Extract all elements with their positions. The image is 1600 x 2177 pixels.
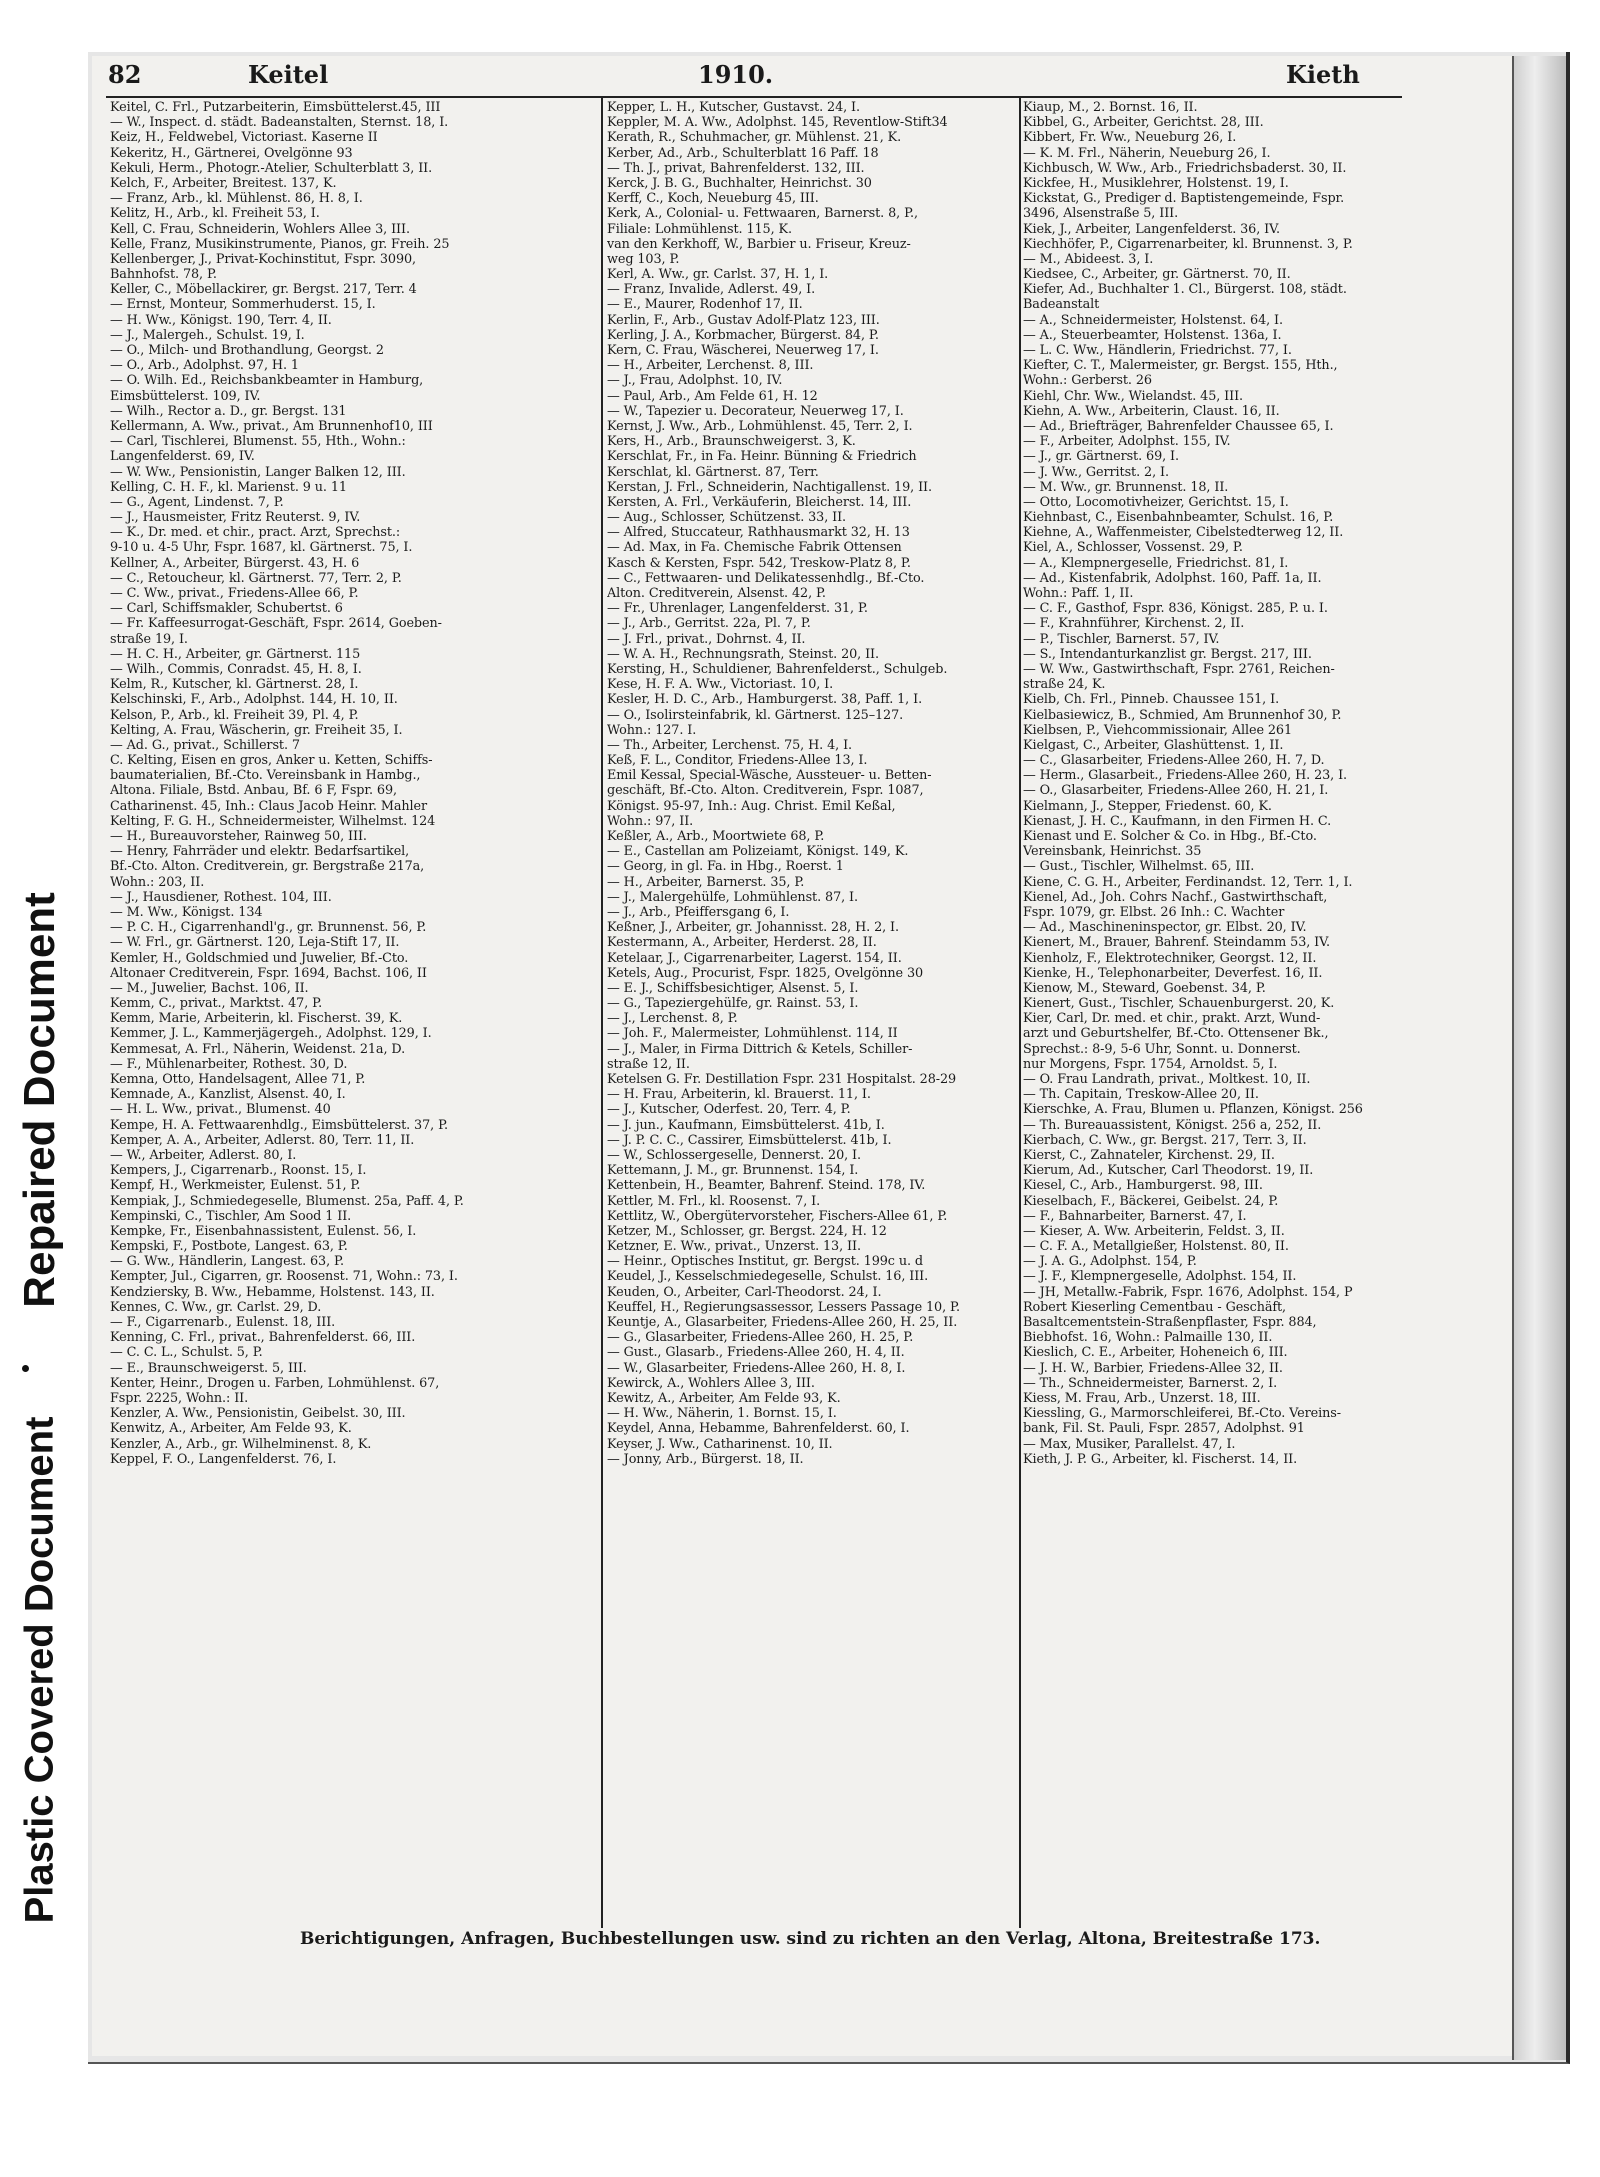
directory-entry: — S., Intendanturkanzlist gr. Bergst. 217, III. xyxy=(1023,646,1312,662)
directory-entry: — Fr., Uhrenlager, Langenfelderst. 31, P. xyxy=(607,601,868,617)
directory-entry: Kienert, M., Brauer, Bahrenf. Steindamm 53, IV. xyxy=(1023,935,1330,951)
directory-entry: Kelting, A. Frau, Wäscherin, gr. Freiheit 35, I. xyxy=(110,722,403,738)
directory-entry: — Heinr., Optisches Institut, gr. Bergst. 199c u. d xyxy=(607,1254,924,1270)
directory-entry: Kempers, J., Cigarrenarb., Roonst. 15, I. xyxy=(110,1163,367,1179)
directory-entry: weg 103, P. xyxy=(607,251,680,267)
directory-entry: — Henry, Fahrräder und elektr. Bedarfsartikel, xyxy=(110,844,410,860)
directory-entry: Kempiak, J., Schmiedegeselle, Blumenst. 25a, Paff. 4, P. xyxy=(110,1193,464,1209)
directory-entry: — Joh. F., Malermeister, Lohmühlenst. 114, II xyxy=(607,1026,898,1042)
directory-entry: — A., Klempnergeselle, Friedrichst. 81, I. xyxy=(1023,555,1289,571)
directory-entry: — F., Krahnführer, Kirchenst. 2, II. xyxy=(1023,616,1245,632)
directory-column-2 xyxy=(607,100,1015,1920)
directory-entry: — J. H. W., Barbier, Friedens-Allee 32, II. xyxy=(1023,1360,1283,1376)
directory-entry: Kerff, C., Koch, Neueburg 45, III. xyxy=(607,191,819,207)
directory-entry: Wohn.: Paff. 1, II. xyxy=(1023,586,1134,601)
directory-entry: Kesler, H. D. C., Arb., Hamburgerst. 38, Paff. 1, I. xyxy=(607,692,923,708)
directory-entry: Kewirck, A., Wohlers Allee 3, III. xyxy=(607,1375,815,1391)
directory-entry: — J., Arb., Pfeiffersgang 6, I. xyxy=(607,904,790,920)
directory-entry: — Alfred, Stuccateur, Rathhausmarkt 32, H. 13 xyxy=(607,525,910,541)
directory-entry: Catharinenst. 45, Inh.: Claus Jacob Heinr. Mahler xyxy=(110,798,428,814)
directory-entry: Ketzner, E. Ww., privat., Unzerst. 13, II. xyxy=(607,1239,861,1255)
directory-entry: arzt und Geburtshelfer, Bf.-Cto. Ottensener Bk., xyxy=(1023,1026,1329,1042)
directory-entry: — F., Arbeiter, Adolphst. 155, IV. xyxy=(1023,434,1231,450)
directory-entry: — Carl, Tischlerei, Blumenst. 55, Hth., Wohn.: xyxy=(110,434,406,450)
directory-entry: Kerl, A. Ww., gr. Carlst. 37, H. 1, I. xyxy=(607,267,829,283)
directory-entry: — M., Juwelier, Bachst. 106, II. xyxy=(110,980,309,996)
directory-entry: — F., Cigarrenarb., Eulenst. 18, III. xyxy=(110,1315,336,1330)
directory-entry: Kielbsen, P., Viehcommissionair, Allee 261 xyxy=(1023,722,1293,738)
directory-entry: Ketzer, M., Schlosser, gr. Bergst. 224, H. 12 xyxy=(607,1223,887,1239)
directory-entry: — JH, Metallw.-Fabrik, Fspr. 1676, Adolphst. 154, P xyxy=(1023,1284,1353,1300)
directory-entry: Kepper, L. H., Kutscher, Gustavst. 24, I. xyxy=(607,100,860,115)
directory-entry: — C. Ww., privat., Friedens-Allee 66, P. xyxy=(110,586,359,601)
directory-entry: — H. C. H., Arbeiter, gr. Gärtnerst. 115 xyxy=(110,646,361,662)
directory-entry: Keppler, M. A. Ww., Adolphst. 145, Reventlow-Stift34 xyxy=(607,115,948,131)
directory-entry: — H., Bureauvorsteher, Rainweg 50, III. xyxy=(110,829,367,844)
directory-entry: Kennes, C. Ww., gr. Carlst. 29, D. xyxy=(110,1299,322,1315)
label-separator-dot xyxy=(22,1365,29,1372)
directory-entry: — Kieser, A. Ww. Arbeiterin, Feldst. 3, II. xyxy=(1023,1223,1285,1239)
directory-entry: — Ad. G., privat., Schillerst. 7 xyxy=(110,737,300,753)
directory-entry: — Max, Musiker, Parallelst. 47, I. xyxy=(1023,1436,1236,1452)
directory-entry: Kettemann, J. M., gr. Brunnenst. 154, I. xyxy=(607,1163,859,1179)
directory-entry: — O. Frau Landrath, privat., Moltkest. 10, II. xyxy=(1023,1072,1311,1087)
directory-entry: Kielb, Ch. Frl., Pinneb. Chaussee 151, I. xyxy=(1023,692,1280,708)
directory-column-3 xyxy=(1023,100,1405,1920)
directory-entry: Kienast, J. H. C., Kaufmann, in den Firmen H. C. xyxy=(1023,813,1332,829)
directory-entry: Kekeritz, H., Gärtnerei, Ovelgönne 93 xyxy=(110,145,353,161)
directory-entry: Kemm, Marie, Arbeiterin, kl. Fischerst. 39, K. xyxy=(110,1011,403,1027)
directory-entry: Kienast und E. Solcher & Co. in Hbg., Bf.-Cto. xyxy=(1023,829,1317,844)
directory-entry: — J., Maler, in Firma Dittrich & Ketels, Schiller- xyxy=(607,1041,913,1057)
directory-entry: — J., Hausmeister, Fritz Reuterst. 9, IV. xyxy=(110,510,361,526)
directory-entry: — J. F., Klempnergeselle, Adolphst. 154, II. xyxy=(1023,1269,1297,1285)
directory-entry: — J. jun., Kaufmann, Eimsbüttelerst. 41b, I. xyxy=(607,1117,885,1133)
directory-entry: — J., Frau, Adolphst. 10, IV. xyxy=(607,373,783,389)
directory-entry: Keydel, Anna, Hebamme, Bahrenfelderst. 60, I. xyxy=(607,1421,910,1437)
directory-entry: — W. Ww., Pensionistin, Langer Balken 12, III. xyxy=(110,464,406,480)
directory-entry: — C. C. L., Schulst. 5, P. xyxy=(110,1345,263,1361)
directory-entry: — H. L. Ww., privat., Blumenst. 40 xyxy=(110,1102,331,1118)
directory-entry: straße 12, II. xyxy=(607,1056,690,1072)
directory-entry: — Aug., Schlosser, Schützenst. 33, II. xyxy=(607,510,847,526)
directory-entry: Kierschke, A. Frau, Blumen u. Pflanzen, Königst. 256 xyxy=(1023,1102,1363,1118)
directory-entry: Kienke, H., Telephonarbeiter, Deverfest. 16, II. xyxy=(1023,965,1323,981)
directory-entry: Kiek, J., Arbeiter, Langenfelderst. 36, IV. xyxy=(1023,221,1280,237)
directory-entry: C. Kelting, Eisen en gros, Anker u. Ketten, Schiffs- xyxy=(110,753,433,769)
directory-entry: — C., Fettwaaren- und Delikatessenhdlg., Bf.-Cto. xyxy=(607,570,925,586)
directory-entry: — E. J., Schiffsbesichtiger, Alsenst. 5, I. xyxy=(607,980,859,996)
column-divider xyxy=(1019,98,1021,1928)
directory-entry: Kelitz, H., Arb., kl. Freiheit 53, I. xyxy=(110,206,320,222)
directory-entry: Kerschlat, kl. Gärtnerst. 87, Terr. xyxy=(607,464,819,480)
directory-entry: — Fr. Kaffeesurrogat-Geschäft, Fspr. 2614, Goeben- xyxy=(110,616,442,632)
directory-entry: Robert Kieserling Cementbau - Geschäft, xyxy=(1023,1299,1287,1315)
directory-entry: van den Kerkhoff, W., Barbier u. Friseur, Kreuz- xyxy=(607,236,911,252)
directory-entry: Kielmann, J., Stepper, Friedenst. 60, K. xyxy=(1023,798,1272,814)
directory-entry: — F., Mühlenarbeiter, Rothest. 30, D. xyxy=(110,1056,348,1072)
directory-entry: Vereinsbank, Heinrichst. 35 xyxy=(1023,844,1202,860)
directory-entry: Keuntje, A., Glasarbeiter, Friedens-Allee 260, H. 25, II. xyxy=(607,1315,958,1330)
directory-entry: Ketelaar, J., Cigarrenarbeiter, Lagerst. 154, II. xyxy=(607,950,902,966)
directory-entry: Kelschinski, F., Arb., Adolphst. 144, H. 10, II. xyxy=(110,692,398,708)
directory-entry: — Jonny, Arb., Bürgerst. 18, II. xyxy=(607,1451,804,1467)
directory-entry: — J. Ww., Gerritst. 2, I. xyxy=(1023,464,1169,480)
directory-entry: Wohn.: Gerberst. 26 xyxy=(1023,373,1152,389)
directory-entry: — Otto, Locomotivheizer, Gerichtst. 15, I. xyxy=(1023,494,1289,510)
header-rule xyxy=(106,96,1402,98)
side-label-strip xyxy=(0,0,80,2177)
directory-entry: Kettler, M. Frl., kl. Roosenst. 7, I. xyxy=(607,1193,821,1209)
directory-entry: — W., Tapezier u. Decorateur, Neuerweg 17, I. xyxy=(607,403,904,419)
directory-entry: Keßler, A., Arb., Moortwiete 68, P. xyxy=(607,829,825,844)
directory-entry: Kiesel, C., Arb., Hamburgerst. 98, III. xyxy=(1023,1178,1263,1194)
directory-entry: — Paul, Arb., Am Felde 61, H. 12 xyxy=(607,388,818,404)
directory-entry: — Ad. Max, in Fa. Chemische Fabrik Ottensen xyxy=(607,540,902,556)
directory-entry: Ketels, Aug., Procurist, Fspr. 1825, Ovelgönne 30 xyxy=(607,965,924,981)
directory-entry: — W., Inspect. d. städt. Badeanstalten, Sternst. 18, I. xyxy=(110,115,449,131)
directory-entry: Kierbach, C. Ww., gr. Bergst. 217, Terr. 3, II. xyxy=(1023,1132,1307,1148)
directory-entry: Kiene, C. G. H., Arbeiter, Ferdinandst. 12, Terr. 1, I. xyxy=(1023,874,1353,890)
directory-entry: — W. Ww., Gastwirthschaft, Fspr. 2761, Reichen- xyxy=(1023,661,1335,677)
directory-entry: Alton. Creditverein, Alsenst. 42, P. xyxy=(607,586,826,601)
directory-entry: Kelling, C. H. F., kl. Marienst. 9 u. 11 xyxy=(110,479,347,495)
directory-entry: Kemna, Otto, Handelsagent, Allee 71, P. xyxy=(110,1072,366,1087)
directory-entry: — Th. J., privat, Bahrenfelderst. 132, III. xyxy=(607,160,865,176)
directory-entry: — Gust., Tischler, Wilhelmst. 65, III. xyxy=(1023,859,1255,875)
directory-entry: Kiehne, A., Waffenmeister, Cibelstedterweg 12, II. xyxy=(1023,525,1344,541)
publisher-footer-note: Berichtigungen, Anfragen, Buchbestellungen usw. sind zu richten an den Verlag, Altona, Breitestraße 173. xyxy=(300,1929,1321,1949)
directory-entry: — Ad., Kistenfabrik, Adolphst. 160, Paff. 1a, II. xyxy=(1023,570,1322,586)
directory-entry: Kelm, R., Kutscher, kl. Gärtnerst. 28, I. xyxy=(110,677,359,693)
directory-entry: Kenzler, A. Ww., Pensionistin, Geibelst. 30, III. xyxy=(110,1406,406,1422)
directory-entry: — M., Abideest. 3, I. xyxy=(1023,251,1154,267)
directory-entry: Eimsbüttelerst. 109, IV. xyxy=(110,388,261,404)
directory-entry: Keßner, J., Arbeiter, gr. Johannisst. 28, H. 2, I. xyxy=(607,920,899,936)
directory-entry: Kiehn, A. Ww., Arbeiterin, Claust. 16, II. xyxy=(1023,403,1280,419)
directory-entry: — Th., Schneidermeister, Barnerst. 2, I. xyxy=(1023,1375,1278,1391)
directory-entry: Fspr. 1079, gr. Elbst. 26 Inh.: C. Wachter xyxy=(1023,904,1285,920)
directory-entry: Basaltcementstein-Straßenpflaster, Fspr. 884, xyxy=(1023,1315,1317,1330)
directory-entry: — J., Malergeh., Schulst. 19, I. xyxy=(110,327,305,343)
directory-entry: Kell, C. Frau, Schneiderin, Wohlers Allee 3, III. xyxy=(110,221,410,237)
directory-entry: nur Morgens, Fspr. 1754, Arnoldst. 5, I. xyxy=(1023,1056,1278,1072)
directory-entry: Kerck, J. B. G., Buchhalter, Heinrichst. 30 xyxy=(607,175,872,191)
directory-entry: straße 19, I. xyxy=(110,631,188,647)
directory-entry: Kiess, M. Frau, Arb., Unzerst. 18, III. xyxy=(1023,1390,1261,1406)
directory-entry: — W., Schlossergeselle, Dennerst. 20, I. xyxy=(607,1147,861,1163)
directory-entry: Filiale: Lohmühlenst. 115, K. xyxy=(607,221,792,237)
directory-entry: — C., Retoucheur, kl. Gärtnerst. 77, Terr. 2, P. xyxy=(110,570,402,586)
directory-entry: Kelle, Franz, Musikinstrumente, Pianos, gr. Freih. 25 xyxy=(110,236,450,252)
directory-entry: — J., Kutscher, Oderfest. 20, Terr. 4, P. xyxy=(607,1102,851,1118)
directory-entry: Badeanstalt xyxy=(1023,297,1100,313)
directory-entry: Kiaup, M., 2. Bornst. 16, II. xyxy=(1023,100,1198,115)
directory-entry: Kichbusch, W. Ww., Arb., Friedrichsbaderst. 30, II. xyxy=(1023,160,1347,176)
directory-entry: Kenzler, A., Arb., gr. Wilhelminenst. 8, K. xyxy=(110,1436,372,1452)
directory-entry: Kemm, C., privat., Marktst. 47, P. xyxy=(110,996,323,1012)
directory-entry: — E., Castellan am Polizeiamt, Königst. 149, K. xyxy=(607,844,909,860)
directory-entry: Kiehl, Chr. Ww., Wielandst. 45, III. xyxy=(1023,388,1244,404)
directory-entry: Kerstan, J. Frl., Schneiderin, Nachtigallenst. 19, II. xyxy=(607,479,932,495)
directory-entry: — Th., Arbeiter, Lerchenst. 75, H. 4, I. xyxy=(607,737,852,753)
directory-entry: Sprechst.: 8-9, 5-6 Uhr, Sonnt. u. Donnerst. xyxy=(1023,1041,1301,1057)
directory-entry: Kieslich, C. E., Arbeiter, Hoheneich 6, III. xyxy=(1023,1345,1288,1361)
directory-entry: 9-10 u. 4-5 Uhr, Fspr. 1687, kl. Gärtnerst. 75, I. xyxy=(110,540,413,556)
plastic-covered-document-label: Plastic Covered Document xyxy=(17,1416,62,1924)
directory-entry: — W., Arbeiter, Adlerst. 80, I. xyxy=(110,1147,297,1163)
directory-entry: Kienert, Gust., Tischler, Schauenburgerst. 20, K. xyxy=(1023,996,1335,1012)
directory-entry: geschäft, Bf.-Cto. Alton. Creditverein, Fspr. 1087, xyxy=(607,783,924,799)
directory-entry: Altona. Filiale, Bstd. Anbau, Bf. 6 F, Fspr. 69, xyxy=(110,783,397,799)
directory-entry: — H. Ww., Königst. 190, Terr. 4, II. xyxy=(110,312,332,328)
directory-entry: Kibbel, G., Arbeiter, Gerichtst. 28, III. xyxy=(1023,115,1264,131)
directory-entry: Emil Kessal, Special-Wäsche, Aussteuer- u. Betten- xyxy=(607,768,932,784)
directory-entry: Kempke, Fr., Eisenbahnassistent, Eulenst. 56, I. xyxy=(110,1223,417,1239)
directory-entry: Kersting, H., Schuldiener, Bahrenfelderst., Schulgeb. xyxy=(607,661,948,677)
directory-entry: — C. F. A., Metallgießer, Holstenst. 80, II. xyxy=(1023,1239,1289,1255)
page-edge-shadow xyxy=(1512,56,1566,2060)
directory-entry: Keller, C., Möbellackirer, gr. Bergst. 217, Terr. 4 xyxy=(110,282,417,298)
directory-entry: — Georg, in gl. Fa. in Hbg., Roerst. 1 xyxy=(607,859,844,875)
directory-entry: Kempski, F., Postbote, Langest. 63, P. xyxy=(110,1239,348,1255)
directory-entry: — P., Tischler, Barnerst. 57, IV. xyxy=(1023,631,1220,647)
directory-entry: — M. Ww., gr. Brunnenst. 18, II. xyxy=(1023,479,1229,495)
directory-entry: Kenwitz, A., Arbeiter, Am Felde 93, K. xyxy=(110,1421,352,1437)
header-year: 1910. xyxy=(698,60,774,89)
directory-entry: Kieselbach, F., Bäckerei, Geibelst. 24, P. xyxy=(1023,1193,1279,1209)
directory-entry: Wohn.: 203, II. xyxy=(110,874,205,890)
directory-entry: Kekuli, Herm., Photogr.-Atelier, Schulterblatt 3, II. xyxy=(110,160,433,176)
directory-entry: — C., Glasarbeiter, Friedens-Allee 260, H. 7, D. xyxy=(1023,753,1325,769)
directory-entry: Bahnhofst. 78, P. xyxy=(110,267,217,283)
directory-entry: — O., Milch- und Brothandlung, Georgst. 2 xyxy=(110,343,384,358)
directory-entry: — E., Maurer, Rodenhof 17, II. xyxy=(607,297,803,313)
directory-entry: Kern, C. Frau, Wäscherei, Neuerweg 17, I. xyxy=(607,343,879,358)
directory-entry: Kettenbein, H., Beamter, Bahrenf. Steind. 178, IV. xyxy=(607,1178,926,1194)
directory-entry: Keitel, C. Frl., Putzarbeiterin, Eimsbüttelerst.45, III xyxy=(110,100,441,115)
directory-entry: 3496, Alsenstraße 5, III. xyxy=(1023,206,1179,222)
directory-entry: Kerlin, F., Arb., Gustav Adolf-Platz 123, III. xyxy=(607,312,880,328)
directory-entry: Kellermann, A. Ww., privat., Am Brunnenhof10, III xyxy=(110,418,433,434)
directory-entry: Kelting, F. G. H., Schneidermeister, Wilhelmst. 124 xyxy=(110,813,436,829)
directory-entry: Kempinski, C., Tischler, Am Sood 1 II. xyxy=(110,1208,352,1224)
directory-entry: — Carl, Schiffsmakler, Schubertst. 6 xyxy=(110,601,343,617)
directory-entry: Kelson, P., Arb., kl. Freiheit 39, Pl. 4, P. xyxy=(110,707,359,723)
directory-entry: Kewitz, A., Arbeiter, Am Felde 93, K. xyxy=(607,1390,841,1406)
directory-entry: Langenfelderst. 69, IV. xyxy=(110,449,255,465)
directory-entry: Kielgast, C., Arbeiter, Glashüttenst. 1, II. xyxy=(1023,737,1284,753)
directory-entry: Keyser, J. Ww., Catharinenst. 10, II. xyxy=(607,1436,833,1452)
directory-entry: Kese, H. F. A. Ww., Victoriast. 10, I. xyxy=(607,677,834,693)
directory-entry: — Franz, Invalide, Adlerst. 49, I. xyxy=(607,282,816,298)
directory-entry: Kiessling, G., Marmorschleiferei, Bf.-Cto. Vereins- xyxy=(1023,1406,1341,1422)
directory-entry: Ketelsen G. Fr. Destillation Fspr. 231 Hospitalst. 28-29 xyxy=(607,1072,957,1087)
directory-entry: Kienholz, F., Elektrotechniker, Georgst. 12, II. xyxy=(1023,950,1317,966)
header-first-entry: Keitel xyxy=(248,60,329,89)
directory-entry: — J., Hausdiener, Rothest. 104, III. xyxy=(110,889,332,905)
directory-entry: Kellenberger, J., Privat-Kochinstitut, Fspr. 3090, xyxy=(110,251,417,267)
directory-entry: Altonaer Creditverein, Fspr. 1694, Bachst. 106, II xyxy=(110,965,427,981)
directory-entry: Keuffel, H., Regierungsassessor, Lessers Passage 10, P. xyxy=(607,1299,960,1315)
directory-entry: — Wilh., Commis, Conradst. 45, H. 8, I. xyxy=(110,661,362,677)
directory-entry: Kiel, A., Schlosser, Vossenst. 29, P. xyxy=(1023,540,1243,556)
directory-entry: — J. A. G., Adolphst. 154, P. xyxy=(1023,1254,1197,1270)
running-header xyxy=(108,60,1398,96)
directory-entry: Kiehnbast, C., Eisenbahnbeamter, Schulst. 16, P. xyxy=(1023,510,1334,526)
directory-entry: Kestermann, A., Arbeiter, Herderst. 28, II. xyxy=(607,935,877,951)
directory-entry: Kibbert, Fr. Ww., Neueburg 26, I. xyxy=(1023,130,1237,146)
directory-entry: Kersten, A. Frl., Verkäuferin, Bleicherst. 14, III. xyxy=(607,494,912,510)
directory-entry: Keß, F. L., Conditor, Friedens-Allee 13, I. xyxy=(607,753,868,769)
directory-entry: — G. Ww., Händlerin, Langest. 63, P. xyxy=(110,1254,344,1270)
directory-entry: — J. P. C. C., Cassirer, Eimsbüttelerst. 41b, I. xyxy=(607,1132,892,1148)
directory-entry: Kierst, C., Zahnateler, Kirchenst. 29, II. xyxy=(1023,1147,1275,1163)
directory-entry: Kelch, F., Arbeiter, Breitest. 137, K. xyxy=(110,175,337,191)
directory-entry: — O., Glasarbeiter, Friedens-Allee 260, H. 21, I. xyxy=(1023,783,1329,799)
directory-entry: Kiefter, C. T., Malermeister, gr. Bergst. 155, Hth., xyxy=(1023,358,1338,374)
directory-entry: Kernst, J. Ww., Arb., Lohmühlenst. 45, Terr. 2, I. xyxy=(607,418,913,434)
directory-entry: — W. A. H., Rechnungsrath, Steinst. 20, II. xyxy=(607,646,879,662)
directory-entry: Keudel, J., Kesselschmiedegeselle, Schulst. 16, III. xyxy=(607,1269,929,1285)
directory-entry: Keuden, O., Arbeiter, Carl-Theodorst. 24, I. xyxy=(607,1284,882,1300)
directory-entry: Kendziersky, B. Ww., Hebamme, Holstenst. 143, II. xyxy=(110,1284,435,1300)
directory-entry: — H. Frau, Arbeiterin, kl. Brauerst. 11, I. xyxy=(607,1087,871,1103)
directory-entry: Kielbasiewicz, B., Schmied, Am Brunnenhof 30, P. xyxy=(1023,707,1342,723)
directory-entry: — A., Steuerbeamter, Holstenst. 136a, I. xyxy=(1023,327,1282,343)
directory-entry: — G., Glasarbeiter, Friedens-Allee 260, H. 25, P. xyxy=(607,1330,914,1346)
directory-entry: — J., gr. Gärtnerst. 69, I. xyxy=(1023,449,1179,465)
directory-entry: Fspr. 2225, Wohn.: II. xyxy=(110,1390,249,1406)
directory-entry: Kieth, J. P. G., Arbeiter, kl. Fischerst. 14, II. xyxy=(1023,1451,1298,1467)
directory-entry: — W. Frl., gr. Gärtnerst. 120, Leja-Stift 17, II. xyxy=(110,935,400,951)
directory-entry: Kienow, M., Steward, Goebenst. 34, P. xyxy=(1023,980,1266,996)
directory-entry: Königst. 95-97, Inh.: Aug. Christ. Emil Keßal, xyxy=(607,798,896,814)
directory-entry: Biebhofst. 16, Wohn.: Palmaille 130, II. xyxy=(1023,1330,1273,1346)
directory-entry: — W., Glasarbeiter, Friedens-Allee 260, H. 8, I. xyxy=(607,1360,906,1376)
directory-entry: Kemmesat, A. Frl., Näherin, Weidenst. 21a, D. xyxy=(110,1041,406,1057)
header-last-entry: Kieth xyxy=(1286,60,1360,89)
directory-entry: Kellner, A., Arbeiter, Bürgerst. 43, H. 6 xyxy=(110,555,360,571)
directory-entry: Kerling, J. A., Korbmacher, Bürgerst. 84, P. xyxy=(607,327,879,343)
directory-entry: — H., Arbeiter, Barnerst. 35, P. xyxy=(607,874,805,890)
directory-entry: — H., Arbeiter, Lerchenst. 8, III. xyxy=(607,358,814,374)
directory-entry: Kerber, Ad., Arb., Schulterblatt 16 Paff. 18 xyxy=(607,145,879,161)
directory-entry: — Th. Capitain, Treskow-Allee 20, II. xyxy=(1023,1087,1259,1103)
repaired-document-label: Repaired Document xyxy=(15,892,64,1308)
directory-entry: Kickfee, H., Musiklehrer, Holstenst. 19, I. xyxy=(1023,175,1289,191)
directory-entry: — K., Dr. med. et chir., pract. Arzt, Sprechst.: xyxy=(110,525,401,541)
directory-entry: — O. Wilh. Ed., Reichsbankbeamter in Hamburg, xyxy=(110,373,424,389)
directory-entry: Kickstat, G., Prediger d. Baptistengemeinde, Fspr. xyxy=(1023,191,1345,207)
directory-entry: — O., Arb., Adolphst. 97, H. 1 xyxy=(110,358,299,374)
directory-entry: — J., Arb., Gerritst. 22a, Pl. 7, P. xyxy=(607,616,811,632)
directory-entry: straße 24, K. xyxy=(1023,677,1106,693)
directory-entry: — M. Ww., Königst. 134 xyxy=(110,904,263,920)
directory-entry: Kerschlat, Fr., in Fa. Heinr. Bünning & Friedrich xyxy=(607,449,917,465)
directory-entry: Kettlitz, W., Obergütervorsteher, Fischers-Allee 61, P. xyxy=(607,1208,948,1224)
directory-entry: Kerk, A., Colonial- u. Fettwaaren, Barnerst. 8, P., xyxy=(607,206,918,222)
directory-entry: — P. C. H., Cigarrenhandl'g., gr. Brunnenst. 56, P. xyxy=(110,920,427,936)
directory-entry: — J., Lerchenst. 8, P. xyxy=(607,1011,738,1027)
page-number: 82 xyxy=(108,60,142,89)
directory-entry: — Franz, Arb., kl. Mühlenst. 86, H. 8, I. xyxy=(110,191,363,207)
directory-entry: Kierum, Ad., Kutscher, Carl Theodorst. 19, II. xyxy=(1023,1163,1314,1179)
directory-entry: — J., Malergehülfe, Lohmühlenst. 87, I. xyxy=(607,889,858,905)
directory-entry: — E., Braunschweigerst. 5, III. xyxy=(110,1360,307,1376)
directory-entry: Wohn.: 127. I. xyxy=(607,722,697,738)
directory-entry: — Gust., Glasarb., Friedens-Allee 260, H. 4, II. xyxy=(607,1345,905,1361)
directory-entry: Kenter, Heinr., Drogen u. Farben, Lohmühlenst. 67, xyxy=(110,1375,440,1391)
directory-entry: — A., Schneidermeister, Holstenst. 64, I. xyxy=(1023,312,1283,328)
directory-entry: Kempe, H. A. Fettwaarenhdlg., Eimsbüttelerst. 37, P. xyxy=(110,1117,448,1133)
directory-entry: — O., Isolirsteinfabrik, kl. Gärtnerst. 125–127. xyxy=(607,707,904,723)
directory-entry: Keppel, F. O., Langenfelderst. 76, I. xyxy=(110,1451,337,1467)
directory-entry: — F., Bahnarbeiter, Barnerst. 47, I. xyxy=(1023,1208,1247,1224)
directory-entry: Kiedsee, C., Arbeiter, gr. Gärtnerst. 70, II. xyxy=(1023,267,1291,283)
directory-entry: Kers, H., Arb., Braunschweigerst. 3, K. xyxy=(607,434,856,450)
directory-entry: — L. C. Ww., Händlerin, Friedrichst. 77, I. xyxy=(1023,343,1292,358)
directory-entry: Kemper, A. A., Arbeiter, Adlerst. 80, Terr. 11, II. xyxy=(110,1132,415,1148)
directory-entry: — Th. Bureauassistent, Königst. 256 a, 252, II. xyxy=(1023,1117,1322,1133)
directory-entry: — G., Agent, Lindenst. 7, P. xyxy=(110,494,284,510)
directory-entry: Kenning, C. Frl., privat., Bahrenfelderst. 66, III. xyxy=(110,1330,416,1346)
directory-entry: Bf.-Cto. Alton. Creditverein, gr. Bergstraße 217a, xyxy=(110,859,425,875)
directory-entry: — C. F., Gasthof, Fspr. 836, Königst. 285, P. u. I. xyxy=(1023,601,1328,617)
directory-entry: Kienel, Ad., Joh. Cohrs Nachf., Gastwirthschaft, xyxy=(1023,889,1328,905)
directory-entry: Kiechhöfer, P., Cigarrenarbeiter, kl. Brunnenst. 3, P. xyxy=(1023,236,1353,252)
directory-entry: Kempter, Jul., Cigarren, gr. Roosenst. 71, Wohn.: 73, I. xyxy=(110,1269,458,1285)
directory-entry: Wohn.: 97, II. xyxy=(607,813,694,829)
directory-entry: — Herm., Glasarbeit., Friedens-Allee 260, H. 23, I. xyxy=(1023,768,1348,784)
directory-entry: Kier, Carl, Dr. med. et chir., prakt. Arzt, Wund- xyxy=(1023,1011,1321,1027)
directory-entry: — Wilh., Rector a. D., gr. Bergst. 131 xyxy=(110,403,347,419)
directory-entry: bank, Fil. St. Pauli, Fspr. 2857, Adolphst. 91 xyxy=(1023,1421,1305,1437)
directory-entry: — Ernst, Monteur, Sommerhuderst. 15, I. xyxy=(110,297,376,313)
directory-entry: — Ad., Briefträger, Bahrenfelder Chaussee 65, I. xyxy=(1023,418,1334,434)
directory-entry: Kiefer, Ad., Buchhalter 1. Cl., Bürgerst. 108, städt. xyxy=(1023,282,1347,298)
directory-entry: — J. Frl., privat., Dohrnst. 4, II. xyxy=(607,631,806,647)
directory-entry: Kerath, R., Schuhmacher, gr. Mühlenst. 21, K. xyxy=(607,130,902,146)
directory-entry: Kemnade, A., Kanzlist, Alsenst. 40, I. xyxy=(110,1087,346,1103)
directory-column-1 xyxy=(110,100,597,1920)
column-divider xyxy=(601,98,603,1928)
directory-entry: — Ad., Maschineninspector, gr. Elbst. 20, IV. xyxy=(1023,920,1307,936)
directory-entry: Kempf, H., Werkmeister, Eulenst. 51, P. xyxy=(110,1178,361,1194)
directory-entry: baumaterialien, Bf.-Cto. Vereinsbank in Hambg., xyxy=(110,768,421,784)
directory-entry: — K. M. Frl., Näherin, Neueburg 26, I. xyxy=(1023,145,1271,161)
directory-entry: Keiz, H., Feldwebel, Victoriast. Kaserne II xyxy=(110,130,378,146)
directory-entry: — H. Ww., Näherin, 1. Bornst. 15, I. xyxy=(607,1406,837,1422)
directory-entry: Kasch & Kersten, Fspr. 542, Treskow-Platz 8, P. xyxy=(607,555,911,571)
directory-entry: — G., Tapeziergehülfe, gr. Rainst. 53, I. xyxy=(607,996,859,1012)
directory-entry: Kemler, H., Goldschmied und Juwelier, Bf.-Cto. xyxy=(110,950,409,966)
directory-entry: Kemmer, J. L., Kammerjägergeh., Adolphst. 129, I. xyxy=(110,1026,432,1042)
